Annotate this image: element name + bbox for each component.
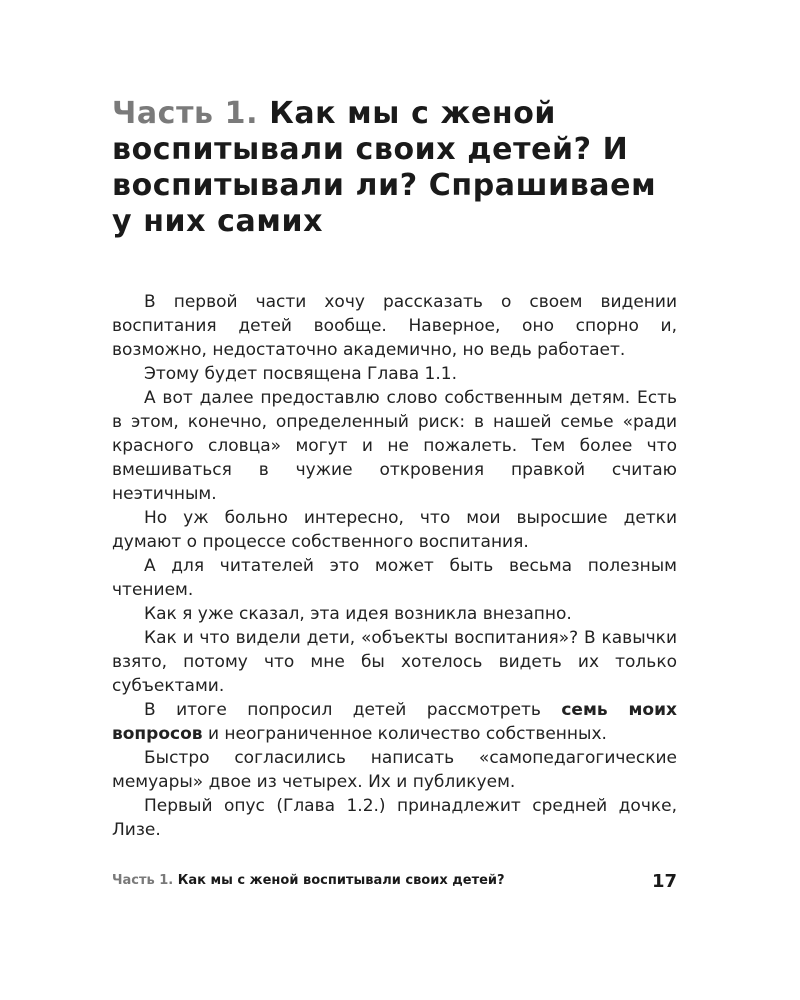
paragraph: А для читателей это может быть весьма полезным чтением. bbox=[112, 556, 677, 600]
running-head-title: Как мы с женой воспитывали своих детей? bbox=[177, 873, 505, 888]
paragraph: Этому будет посвящена Глава 1.1. bbox=[144, 364, 457, 384]
page-number: 17 bbox=[651, 871, 677, 892]
page-footer bbox=[112, 871, 677, 893]
chapter-part-label: Часть 1. bbox=[112, 96, 259, 131]
chapter-title-text: Как мы с женой воспитывали своих детей? И воспитывали ли? Спрашиваем у них самих bbox=[112, 96, 657, 239]
paragraph-text: В итоге попросил детей рассмотреть bbox=[144, 700, 562, 720]
paragraph bbox=[112, 698, 677, 746]
paragraph: Как я уже сказал, эта идея возникла внезапно. bbox=[144, 604, 572, 624]
paragraph: А вот далее предоставлю слово собственным детям. Есть в этом, конечно, определенный риск: в нашей семье «ради красного словца» могут и не пожалеть. Тем более что вмешиваться в чужие откровения правкой считаю неэтичным. bbox=[112, 388, 677, 504]
paragraph: Первый опус (Глава 1.2.) принадлежит средней дочке, Лизе. bbox=[112, 796, 677, 840]
paragraph: Но уж больно интересно, что мои выросшие детки думают о процессе собственного воспитания. bbox=[112, 508, 677, 552]
paragraph: Как и что видели дети, «объекты воспитания»? В кавычки взято, потому что мне бы хотелось видеть их только субъектами. bbox=[112, 628, 677, 696]
paragraph: Быстро согласились написать «самопедагогические мемуары» двое из четырех. Их и публикуем. bbox=[112, 748, 677, 792]
body-text bbox=[112, 290, 677, 842]
paragraph: В первой части хочу рассказать о своем видении воспитания детей вообще. Наверное, оно спорно и, возможно, недостаточно академично, но ведь работает. bbox=[112, 292, 677, 360]
running-head bbox=[112, 873, 505, 888]
chapter-title bbox=[112, 96, 672, 240]
paragraph-text: и неограниченное количество собственных. bbox=[202, 724, 607, 744]
paragraph-bold-text: семь моих вопросов bbox=[112, 700, 677, 744]
running-head-part: Часть 1. bbox=[112, 873, 174, 888]
